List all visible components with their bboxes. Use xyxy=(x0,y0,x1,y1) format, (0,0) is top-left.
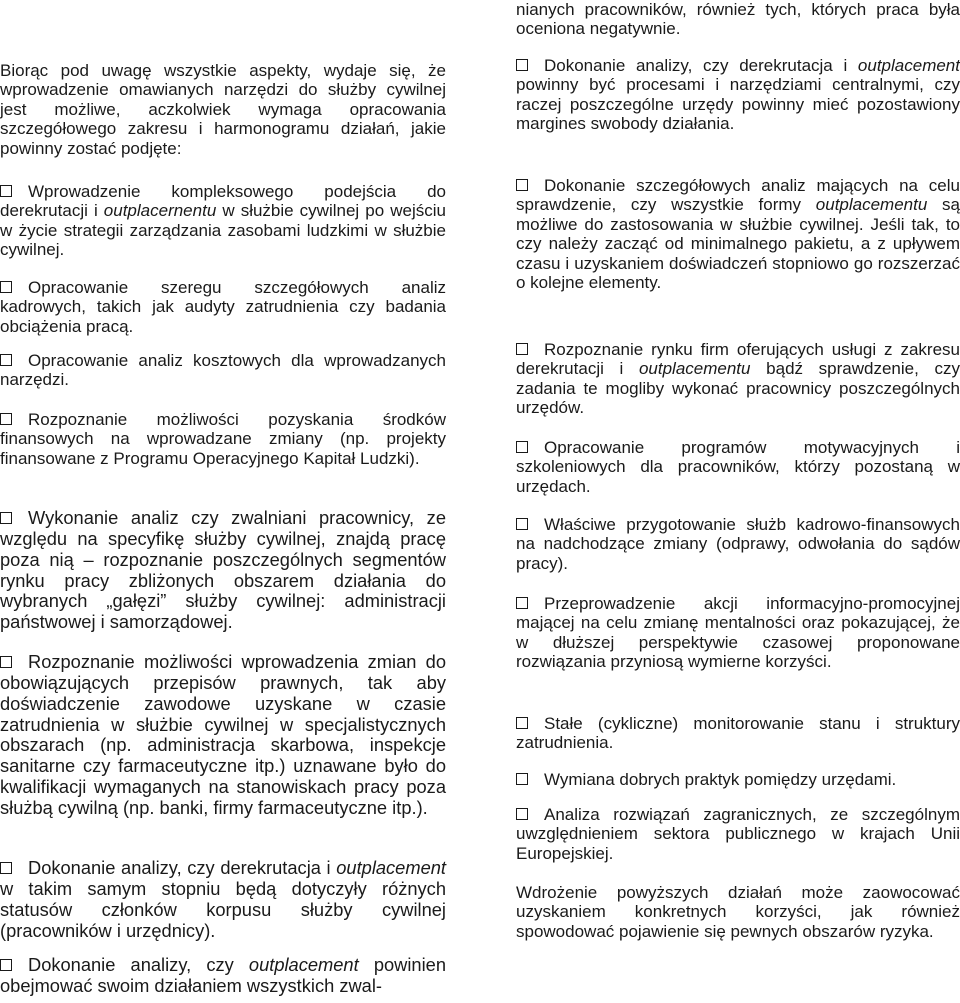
checkbox-bullet-icon xyxy=(516,518,528,530)
list-item: Analiza rozwiązań zagranicznych, ze szczególnym uwzględnieniem sektora publicznego w krajach Unii Europejskiej. xyxy=(516,805,960,863)
list-item: Rozpoznanie możliwości pozyskania środków finansowych na wprowadzane zmiany (np. projekty finansowane z Programu Operacyjnego Kapitał Ludzki). xyxy=(0,410,446,468)
list-item: Opracowanie programów motywacyjnych i szkoleniowych dla pracowników, którzy pozostaną w urzędach. xyxy=(516,438,960,496)
checkbox-bullet-icon xyxy=(516,773,528,785)
continued-paragraph: nianych pracowników, również tych, których praca była oceniona negatywnie. xyxy=(516,0,960,39)
checkbox-bullet-icon xyxy=(0,185,12,197)
checkbox-bullet-icon xyxy=(0,656,12,668)
list-item: Wykonanie analiz czy zwalniani pracownicy, ze względu na specyfikę służby cywilnej, znajdą pracę poza nią – rozpoznanie poszczególnych segmentów rynku pracy zbliżonych obszarem działania do wybranych „gałęzi” służby cywilnej: administracji państwowej i samorządowej. xyxy=(0,507,446,633)
checkbox-bullet-icon xyxy=(0,512,12,524)
checkbox-bullet-icon xyxy=(516,59,528,71)
list-item: Dokonanie szczegółowych analiz mających na celu sprawdzenie, czy wszystkie formy outplacementu są możliwe do zastosowania w służbie cywilnej. Jeśli tak, to czy należy zacząć od minimalnego pakietu, a z upływem czasu i uzyskaniem doświadczeń stopniowo go rozszerzać o kolejne elementy. xyxy=(516,176,960,292)
checkbox-bullet-icon xyxy=(0,354,12,366)
checkbox-bullet-icon xyxy=(516,808,528,820)
list-item: Wymiana dobrych praktyk pomiędzy urzędami. xyxy=(516,770,960,789)
checkbox-bullet-icon xyxy=(516,179,528,191)
checkbox-bullet-icon xyxy=(516,717,528,729)
checkbox-bullet-icon xyxy=(0,862,12,874)
list-item: Dokonanie analizy, czy derekrutacja i outplacement powinny być procesami i narzędziami centralnymi, czy raczej poszczególne urzędy powinny mieć pozostawiony margines swobody działania. xyxy=(516,56,960,134)
list-item: Opracowanie analiz kosztowych dla wprowadzanych narzędzi. xyxy=(0,351,446,390)
list-item: Rozpoznanie rynku firm oferujących usługi z zakresu derekrutacji i outplacementu bądź sprawdzenie, czy zadania te mogliby wykonać pracownicy poszczególnych urzędów. xyxy=(516,340,960,418)
checkbox-bullet-icon xyxy=(516,441,528,453)
list-item: Dokonanie analizy, czy outplacement powinien obejmować swoim działaniem wszystkich zwal- xyxy=(0,954,446,996)
checkbox-bullet-icon xyxy=(516,343,528,355)
list-item: Przeprowadzenie akcji informacyjno-promocyjnej mającej na celu zmianę mentalności oraz pokazującej, że w dłuższej perspektywie czasowej proponowane rozwiązania przyniosą wymierne korzyści. xyxy=(516,594,960,672)
list-item: Wprowadzenie kompleksowego podejścia do derekrutacji i outplacernentu w służbie cywilnej po wejściu w życie strategii zarządzania zasobami ludzkimi w służbie cywilnej. xyxy=(0,182,446,260)
checkbox-bullet-icon xyxy=(0,281,12,293)
list-item: Opracowanie szeregu szczegółowych analiz kadrowych, takich jak audyty zatrudnienia czy badania obciążenia pracą. xyxy=(0,278,446,336)
checkbox-bullet-icon xyxy=(0,413,12,425)
list-item: Stałe (cykliczne) monitorowanie stanu i struktury zatrudnienia. xyxy=(516,714,960,753)
list-item: Dokonanie analizy, czy derekrutacja i outplacement w takim samym stopniu będą dotyczyły różnych statusów członków korpusu służby cywilnej (pracowników i urzędnicy). xyxy=(0,857,446,941)
checkbox-bullet-icon xyxy=(516,597,528,609)
list-item: Rozpoznanie możliwości wprowadzenia zmian do obowiązujących przepisów prawnych, tak aby doświadczenie zawodowe uzyskane w czasie zatrudnienia w służbie cywilnej w specjalistycznych obszarach (np. administracja skarbowa, inspekcje sanitarne czy farmaceutyczne itp.) uznawane było do kwalifikacji wymaganych na stanowiskach pracy poza służbą cywilną (np. banki, firmy farmaceutyczne itp.). xyxy=(0,651,446,818)
intro-paragraph: Biorąc pod uwagę wszystkie aspekty, wydaje się, że wprowadzenie omawianych narzędzi do służby cywilnej jest możliwe, aczkolwiek wymaga opracowania szczegółowego zakresu i harmonogramu działań, jakie powinny zostać podjęte: xyxy=(0,61,446,158)
list-item: Właściwe przygotowanie służb kadrowo-finansowych na nadchodzące zmiany (odprawy, odwołania do sądów pracy). xyxy=(516,515,960,573)
conclusion-paragraph: Wdrożenie powyższych działań może zaowocować uzyskaniem konkretnych korzyści, jak również spowodować pojawienie się pewnych obszarów ryzyka. xyxy=(516,883,960,941)
checkbox-bullet-icon xyxy=(0,959,12,971)
